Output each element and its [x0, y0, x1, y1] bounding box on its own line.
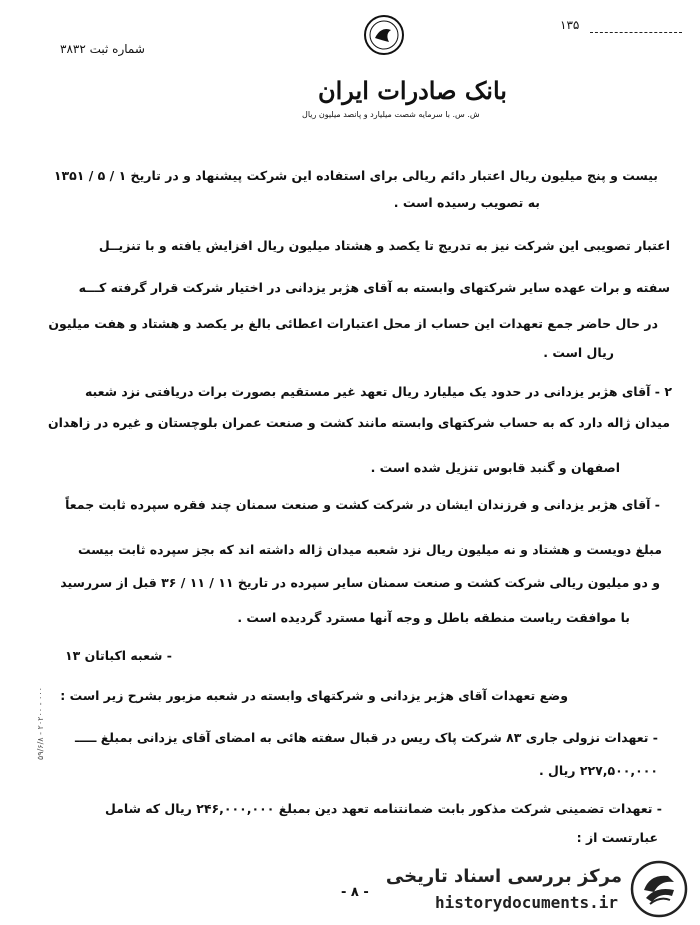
body-line: و دو میلیون ریالی شرکت کشت و صنعت سمنان سایر سپرده در تاریخ ۱۱ / ۱۱ / ۳۶ قبل از سررسید — [60, 575, 660, 590]
watermark-logo-icon — [630, 860, 688, 918]
registration-number: شماره ثبت ۳۸۳۲ — [60, 42, 145, 56]
body-line: - شعبه اکباتان ۱۳ — [65, 648, 172, 663]
watermark-url: historydocuments.ir — [435, 893, 619, 912]
body-line: - تعهدات نزولی جاری ۸۳ شرکت پاک ریس در قبال سفته هائی به امضای آقای یزدانی بمبلغ ـــــ — [75, 730, 658, 745]
body-line: ریال است . — [543, 345, 614, 360]
body-line: اصفهان و گنبد قابوس تنزیل شده است . — [370, 460, 620, 475]
body-line: ۲۲۷,۵۰۰,۰۰۰ ریال . — [538, 763, 658, 778]
body-line: - تعهدات تضمینی شرکت مذکور بابت ضمانتنامه تعهد دین بمبلغ ۲۴۶,۰۰۰,۰۰۰ ریال که شامل — [104, 801, 662, 816]
body-line: با موافقت ریاست منطقه باطل و وجه آنها مسترد گردیده است . — [237, 610, 630, 625]
body-line: بیست و پنج میلیون ریال اعتبار دائم ریالی برای استفاده این شرکت پیشنهاد و در تاریخ ۱ / ۵ / ۱۳۵۱ — [53, 168, 658, 183]
bank-capital: ش. س. با سرمایه شصت میلیارد و پانصد میلیون ریال — [302, 110, 480, 119]
reference-dash-line — [590, 32, 682, 33]
side-note: ۵۹/۶/۸ - ۲۰۲۰۰ - ۰۰۰ — [36, 687, 45, 760]
page-number: - ۸ - — [341, 885, 369, 900]
body-line: اعتبار تصویبی این شرکت نیز به تدریج تا یکصد و هشتاد میلیون ریال افزایش یافته و با تنزیــل — [98, 238, 670, 253]
body-line: مبلغ دویست و هشتاد و نه میلیون ریال نزد شعبه میدان ژاله داشته اند که بجز سپرده ثابت بیست — [78, 542, 662, 557]
page-reference: ۱۳۵ — [560, 18, 580, 32]
bank-logo-icon — [363, 14, 405, 56]
body-line: سفته و برات عهده سایر شرکتهای وابسته به آقای هژبر یزدانی در اختیار شرکت قرار گرفته کـــه — [78, 280, 670, 295]
body-line: عبارتست از : — [576, 830, 658, 845]
body-line: ۲ - آقای هژبر یزدانی در حدود یک میلیارد ریال تعهد غیر مستقیم بصورت برات دریافتی نزد شعبه — [84, 384, 672, 399]
watermark-title: مرکز بررسی اسناد تاریخی — [385, 866, 622, 887]
body-line: به تصویب رسیده است . — [393, 195, 540, 210]
body-line: - آقای هژبر یزدانی و فرزندان ایشان در شرکت کشت و صنعت سمنان چند فقره سپرده ثابت جمعاً — [65, 497, 660, 512]
body-line: وضع تعهدات آقای هژبر یزدانی و شرکتهای وابسته در شعبه مزبور بشرح زیر است : — [60, 688, 568, 703]
body-line: در حال حاضر جمع تعهدات این حساب از محل اعتبارات اعطائی بالغ بر یکصد و هشتاد و هفت میلیون — [48, 316, 658, 331]
bank-name: بانک صادرات ایران — [318, 76, 507, 105]
body-line: میدان ژاله دارد که به حساب شرکتهای وابسته مانند کشت و صنعت عمران بلوچستان و غیره در زاهدان — [47, 415, 670, 430]
